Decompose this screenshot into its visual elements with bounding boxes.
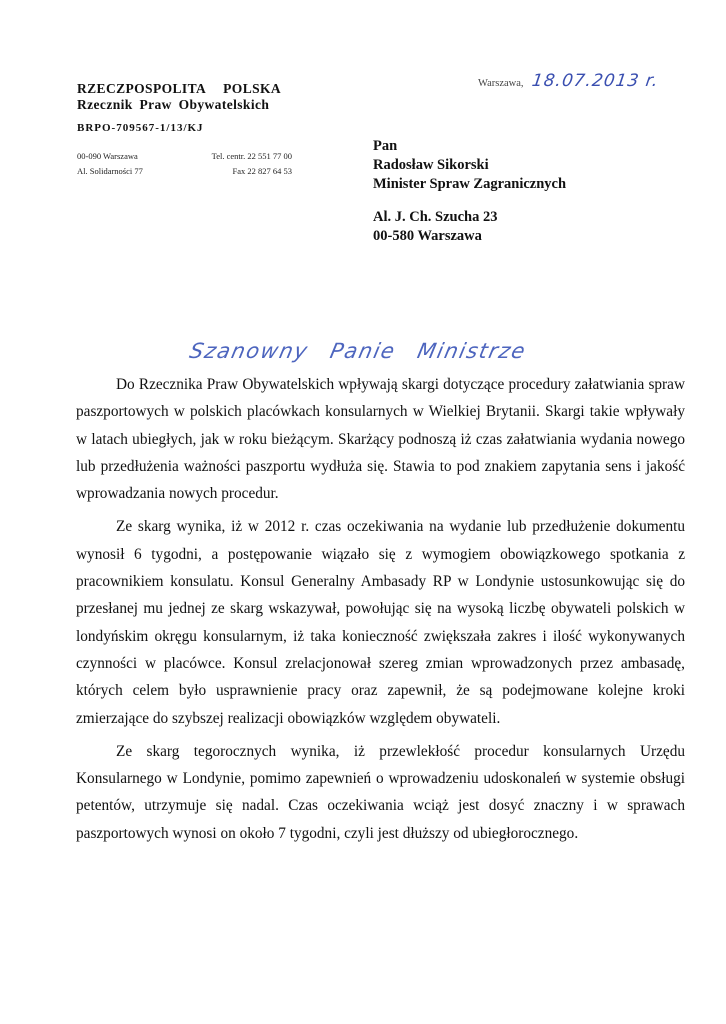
paragraph-3: Ze skarg tegorocznych wynika, iż przewlekłość procedur konsularnych Urzędu Konsularnego w Londynie, pomimo zapewnień o wprowadzeniu udoskonaleń w systemie obsługi petentów, utrzymuje się nadal. Czas oczekiwania wciąż jest dosyć znaczny i w sprawach paszportowych wynosi on około 7 tygodni, czyli jest dłuższy od ubiegłorocznego. bbox=[76, 742, 685, 842]
handwritten-salutation: Szanowny Panie Ministrze bbox=[187, 339, 529, 363]
letterhead bbox=[77, 81, 281, 113]
recipient-name: Radosław Sikorski bbox=[373, 157, 489, 173]
letterhead-office: Rzecznik Praw Obywatelskich bbox=[77, 97, 270, 112]
letterhead-country: RZECZPOSPOLITA POLSKA bbox=[77, 81, 282, 96]
recipient-street: Al. J. Ch. Szucha 23 bbox=[373, 209, 498, 225]
handwritten-date: 18.07.2013 r. bbox=[530, 71, 660, 91]
paragraph-2: Ze skarg wynika, iż w 2012 r. czas oczekiwania na wydanie lub przedłużenie dokumentu wynosił 6 tygodni, a postępowanie wiązało się z wymogiem obowiązkowego spotkania z pracownikiem konsulatu. Konsul Generalny Ambasady RP w Londynie ustosunkowując się do przesłanej mu jednej ze skarg wskazywał, powołując się na wysoką liczbę obywateli polskich w londyńskim okręgu konsularnym, iż taka konieczność zwiększała zakres i ilość wykonywanych czynności w placówce. Konsul zrelacjonował szereg zmian wprowadzonych przez ambasadę, których celem było usprawnienie pracy oraz zapewnił, że są podejmowane kolejne kroki zmierzające do szybszej realizacji obowiązków względem obywateli. bbox=[76, 518, 685, 727]
sender-postal-city: 00-090 Warszawa bbox=[77, 151, 138, 161]
recipient-postal-city: 00-580 Warszawa bbox=[373, 228, 482, 244]
paragraph-1: Do Rzecznika Praw Obywatelskich wpływają skargi dotyczące procedury załatwiania spraw paszportowych w polskich placówkach konsularnych w Wielkiej Brytanii. Skargi takie wpływały w latach ubiegłych, jak w roku bieżącym. Skarżący podnoszą iż czas załatwiania wydania nowego lub przedłużenia ważności paszportu wydłuża się. Stawia to pod znakiem zapytania sens i jakość wprowadzania nowych procedur. bbox=[76, 376, 685, 503]
place-date bbox=[478, 71, 658, 91]
sender-street: Al. Solidarności 77 bbox=[77, 166, 143, 176]
sender-fax: Fax 22 827 64 53 bbox=[232, 166, 292, 176]
letter-body bbox=[76, 371, 685, 853]
sender-phone: Tel. centr. 22 551 77 00 bbox=[211, 151, 292, 161]
recipient-block bbox=[373, 137, 566, 246]
sender-contact bbox=[186, 149, 292, 179]
place: Warszawa, bbox=[478, 78, 524, 89]
recipient-position: Minister Spraw Zagranicznych bbox=[373, 176, 567, 192]
sender-address bbox=[77, 149, 197, 179]
recipient-title: Pan bbox=[373, 138, 398, 154]
reference-number: BRPO-709567-1/13/KJ bbox=[77, 122, 204, 134]
